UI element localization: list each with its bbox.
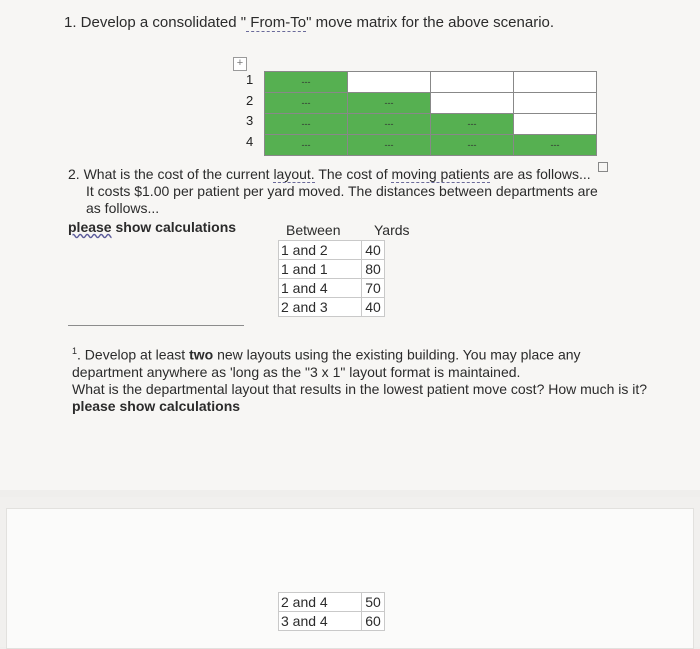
section-divider	[68, 325, 244, 326]
q1-prefix: 1. Develop a consolidated "	[64, 14, 247, 31]
q3-line1-pre: . Develop at least	[77, 346, 190, 363]
row-number-4: 4	[246, 134, 254, 149]
calc-rest: show calculations	[111, 219, 237, 235]
distance-table-continued	[278, 592, 385, 631]
distance-table	[278, 240, 385, 317]
matrix-cell[interactable]: ---	[348, 93, 431, 114]
between-cell: 1 and 1	[279, 260, 362, 279]
from-to-matrix	[264, 71, 597, 156]
table-row	[279, 298, 385, 317]
q2-line1-pre: 2. What is the cost of the current	[68, 166, 274, 182]
matrix-cell[interactable]: ---	[265, 72, 348, 93]
header-between: Between	[286, 222, 341, 238]
between-cell: 1 and 4	[279, 279, 362, 298]
q3-line-2: department anywhere as 'long as the "3 x 1" layout format is maintained.	[72, 363, 521, 380]
matrix-row	[265, 135, 597, 156]
q2-layout-word: layout.	[273, 166, 315, 182]
q3-line-3: What is the departmental layout that results in the lowest patient move cost? How much is it?	[72, 380, 648, 397]
table-row	[279, 260, 385, 279]
question-3-text	[72, 343, 672, 415]
matrix-cell[interactable]: ---	[348, 114, 431, 135]
matrix-cell[interactable]: ---	[431, 135, 514, 156]
table-row	[279, 612, 385, 631]
yards-cell: 80	[362, 260, 385, 279]
matrix-cell[interactable]	[514, 93, 597, 114]
q3-line-1	[72, 343, 672, 364]
matrix-cell[interactable]	[431, 93, 514, 114]
question-1-text	[64, 14, 554, 31]
table-row	[279, 593, 385, 612]
question-2-text	[68, 166, 638, 217]
header-yards: Yards	[374, 222, 410, 238]
between-cell: 1 and 2	[279, 241, 362, 260]
q1-suffix: " move matrix for the above scenario.	[306, 14, 555, 31]
q3-line1-post: new layouts using the existing building. You may place any	[213, 346, 581, 363]
table-row	[279, 241, 385, 260]
q2-moving-patients: moving patients	[391, 166, 490, 182]
q2-line1-mid: The cost of	[314, 166, 392, 182]
matrix-cell[interactable]: ---	[514, 135, 597, 156]
matrix-cell[interactable]: ---	[265, 93, 348, 114]
matrix-cell[interactable]: ---	[265, 114, 348, 135]
q3-number: 1	[72, 346, 78, 356]
matrix-row	[265, 93, 597, 114]
matrix-cell[interactable]: ---	[265, 135, 348, 156]
q2-line-3: as follows...	[86, 200, 160, 216]
matrix-cell[interactable]: ---	[431, 114, 514, 135]
yards-cell: 60	[362, 612, 385, 631]
between-cell: 2 and 3	[279, 298, 362, 317]
q3-line-4: please show calculations	[72, 397, 241, 414]
q2-line1-post: are as follows...	[489, 166, 591, 182]
table-row	[279, 279, 385, 298]
between-cell: 3 and 4	[279, 612, 362, 631]
matrix-cell[interactable]: ---	[348, 135, 431, 156]
calc-instruction	[68, 219, 236, 235]
yards-cell: 70	[362, 279, 385, 298]
q2-line-2: It costs $1.00 per patient per yard moved. The distances between departments are	[86, 183, 598, 199]
matrix-row	[265, 114, 597, 135]
yards-cell: 50	[362, 593, 385, 612]
between-cell: 2 and 4	[279, 593, 362, 612]
matrix-cell[interactable]	[514, 114, 597, 135]
matrix-cell[interactable]	[348, 72, 431, 93]
q2-line-1	[68, 166, 638, 183]
move-handle-icon[interactable]: +	[233, 57, 247, 71]
q1-underlined: From-To	[246, 14, 307, 31]
yards-cell: 40	[362, 241, 385, 260]
matrix-row	[265, 72, 597, 93]
row-number-2: 2	[246, 93, 254, 108]
row-number-1: 1	[246, 72, 254, 87]
calc-please: please	[68, 219, 112, 235]
yards-cell: 40	[362, 298, 385, 317]
row-number-3: 3	[246, 113, 254, 128]
matrix-cell[interactable]	[514, 72, 597, 93]
q3-two: two	[189, 346, 214, 363]
matrix-cell[interactable]	[431, 72, 514, 93]
